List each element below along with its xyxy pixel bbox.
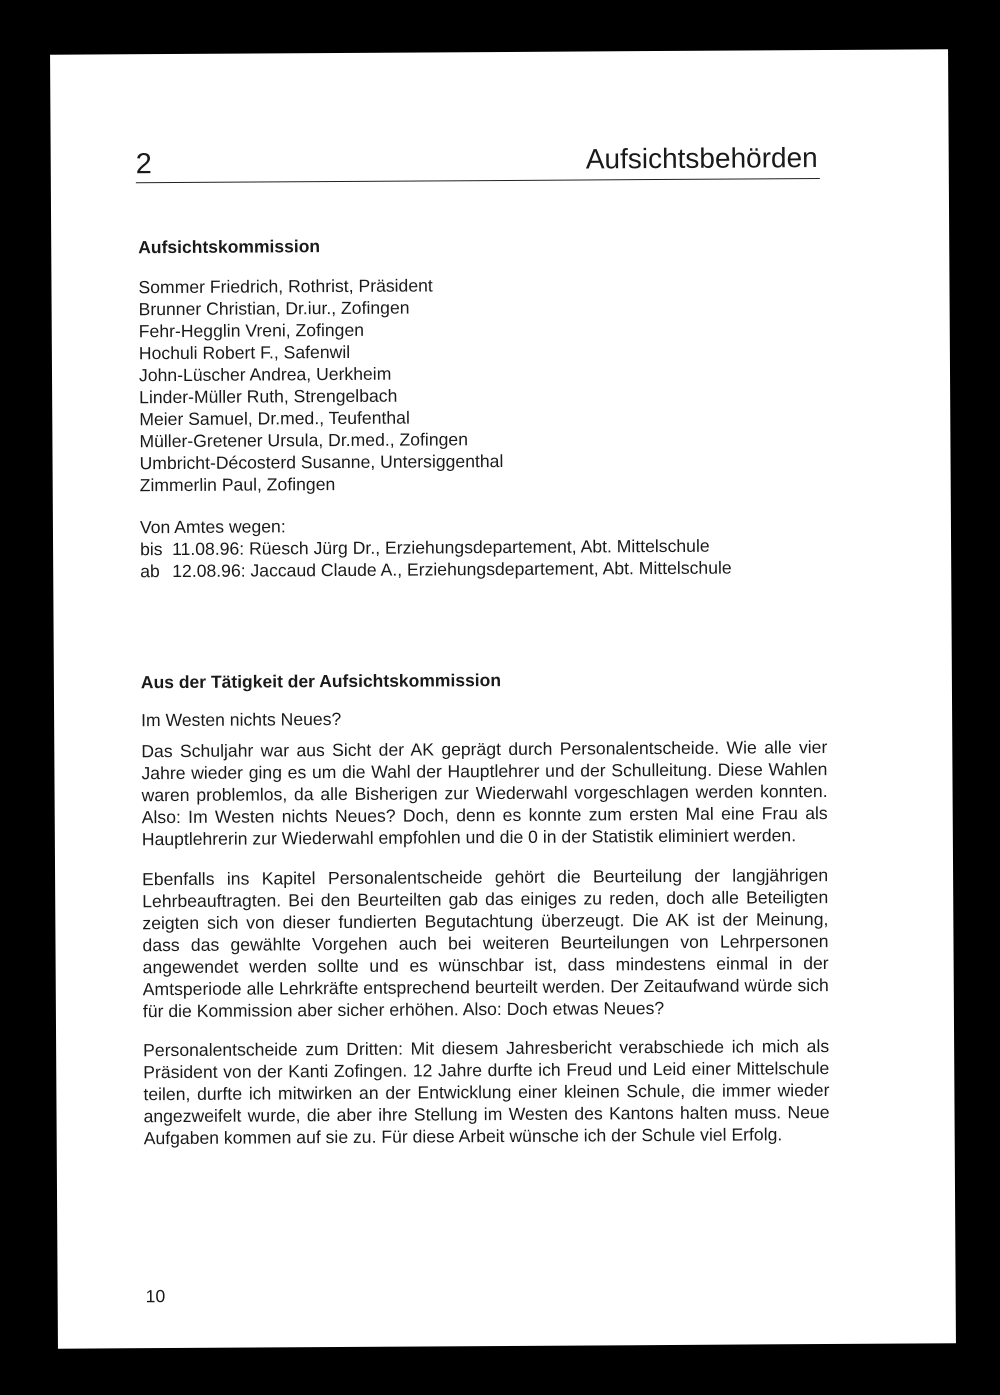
- chapter-number: 2: [135, 148, 152, 181]
- activity-section: [141, 667, 830, 1167]
- document-page: [50, 49, 956, 1348]
- ex-officio-prefix: ab: [140, 561, 160, 582]
- chapter-title: Aufsichtsbehörden: [585, 142, 818, 175]
- member-item: Linder-Müller Ruth, Strengelbach: [139, 385, 398, 408]
- ex-officio-label: Von Amtes wegen:: [139, 516, 286, 538]
- member-item: Hochuli Robert F., Safenwil: [138, 341, 351, 364]
- page-number: 10: [145, 1286, 166, 1307]
- member-item: Sommer Friedrich, Rothrist, Präsident: [138, 275, 433, 298]
- chapter-header: [136, 138, 820, 183]
- commission-heading: Aufsichtskommission: [138, 236, 321, 258]
- member-item: Müller-Gretener Ursula, Dr.med., Zofingen: [139, 429, 469, 452]
- activity-intro: Im Westen nichts Neues?: [141, 708, 342, 731]
- member-list: [138, 272, 825, 496]
- ex-officio-text: 11.08.96: Rüesch Jürg Dr., Erziehungsdepartement, Abt. Mittelschule: [172, 535, 710, 560]
- member-item: Brunner Christian, Dr.iur., Zofingen: [138, 297, 410, 320]
- activity-heading: Aus der Tätigkeit der Aufsichtskommission: [140, 670, 502, 693]
- member-item: Zimmerlin Paul, Zofingen: [139, 474, 336, 496]
- member-item: Umbricht-Décosterd Susanne, Untersiggenthal: [139, 450, 504, 474]
- ex-officio-entry: [140, 556, 826, 582]
- member-item: Meier Samuel, Dr.med., Teufenthal: [139, 407, 410, 430]
- member-item: Fehr-Hegglin Vreni, Zofingen: [138, 319, 365, 342]
- activity-paragraph: Ebenfalls ins Kapitel Personalentscheide gehört die Beurteilung der langjährigen Lehrbeauftragten. Bei den Beurteilten gab das einiges zu reden, doch alle Beteiligten zeigten sich von dieser fundierten Begutachtung überzeugt. Die AK ist der Meinung, dass das gewählte Vorgehen auch bei weiteren Beurteilungen von Lehrpersonen angewendet werden sollte und es wünschbar ist, dass mindestens einmal in der Amtsperiode alle Lehrkräfte entsprechend beurteilt werden. Der Zeitaufwand würde sich für die Kommission aber sicher erhöhen. Also: Doch etwas Neues?: [142, 864, 829, 1021]
- member-item: John-Lüscher Andrea, Uerkheim: [138, 363, 392, 386]
- activity-paragraph: Das Schuljahr war aus Sicht der AK geprägt durch Personalentscheide. Wie alle vier Jahre wieder ging es um die Wahl der Hauptlehrer und der Schulleitung. Diese Wahlen waren problemlos, da alle Bisherigen zur Wiederwahl vorgeschlagen werden konnten. Also: Im Westen nichts Neues? Doch, denn es konnte zum ersten Mal eine Frau als Hauptlehrerin zur Wiederwahl empfohlen und die 0 in der Statistik eliminiert werden.: [141, 737, 828, 850]
- commission-section: [138, 232, 826, 582]
- ex-officio-text: 12.08.96: Jaccaud Claude A., Erziehungsdepartement, Abt. Mittelschule: [172, 557, 732, 582]
- activity-paragraph: Personalentscheide zum Dritten: Mit diesem Jahresbericht verabschiede ich mich als Präsident von der Kanti Zofingen. 12 Jahre durfte ich Freud und Leid einer Mittelschule teilen, durfte ich mitwirken an der Entwicklung einer kleinen Schule, die immer wieder angezweifelt wurde, die aber ihre Stellung im Westen des Kantons halten muss. Neue Aufgaben kommen auf sie zu. Für diese Arbeit wünsche ich der Schule viel Erfolg.: [143, 1036, 830, 1149]
- ex-officio-block: [140, 512, 826, 582]
- ex-officio-prefix: bis: [140, 539, 163, 560]
